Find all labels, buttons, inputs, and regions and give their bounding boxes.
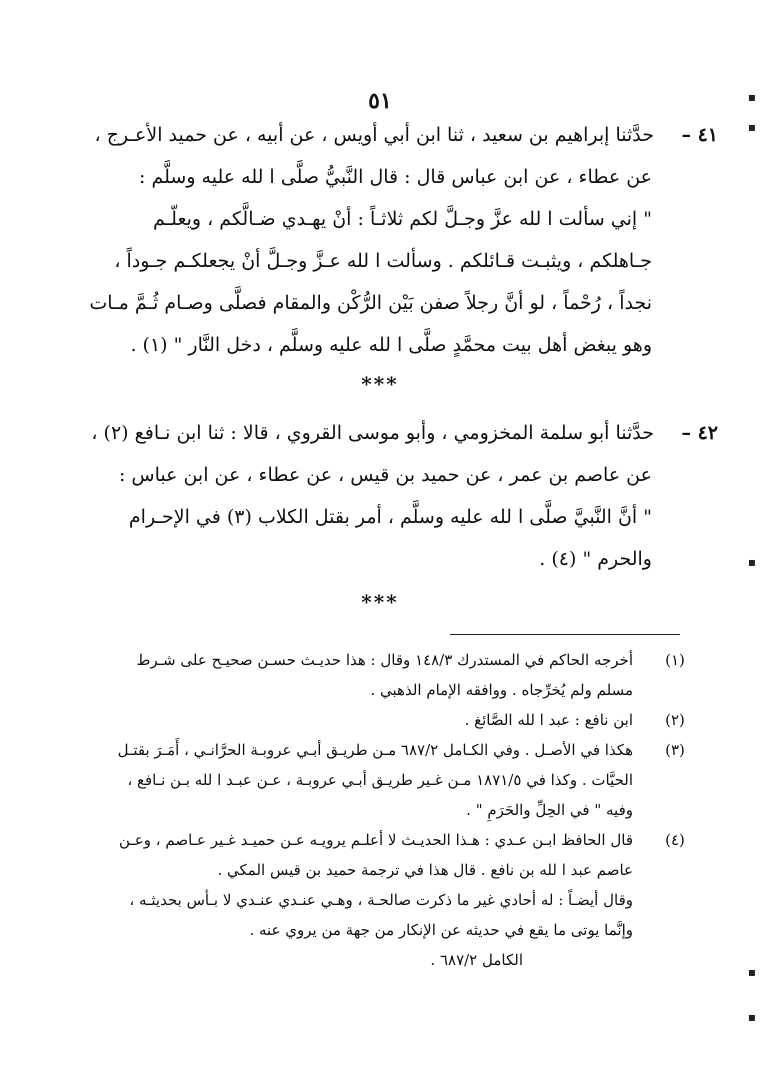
hadith-line: [70, 412, 718, 454]
hadith-text: حدَّثنا إبراهيم بن سعيد ، ثنا ابن أبي أويس ، عن أبيه ، عن حميد الأعـرج ،: [94, 124, 654, 146]
hadith-text: حدَّثنا أبو سلمة المخزومي ، وأبو موسى القروي ، قالا : ثنا ابن نـافع (٢) ،: [91, 422, 654, 444]
hadith-line: " إني سألت ا لله عزَّ وجـلَّ لكم ثلاثـاً : أنْ يهـدي ضـالَّكم ، ويعلّـم: [152, 208, 652, 230]
hadith-42: [70, 412, 718, 580]
hadith-line: " أنَّ النَّبيَّ صلَّى ا لله عليه وسلَّم ، أمر بقتل الكلاب (٣) في الإحـرام: [128, 506, 652, 528]
hadith-line: عن عطاء ، عن ابن عباس قال : قال النَّبيُّ صلَّى ا لله عليه وسلَّم :: [139, 166, 652, 188]
footnote-line: وفيه " في الحِلِّ والحَرَمِ " .: [466, 801, 633, 819]
hadith-line: عن عاصم بن عمر ، عن حميد بن قيس ، عن عطاء ، عن ابن عباس :: [118, 464, 652, 486]
section-separator: ***: [361, 372, 399, 396]
hadith-line: نجداً ، رُحْماً ، لو أنَّ رجلاً صفن بَيْن الرُّكْن والمقام فصلَّى وصـام ثُـمَّ مـات: [89, 292, 652, 314]
scan-edge-mark: ▪: [747, 555, 756, 569]
hadith-line: جـاهلكم ، ويثبـت قـائلكم . وسألت ا لله عـزَّ وجـلَّ أنْ يجعلكـم جـوداً ،: [114, 250, 652, 272]
section-separator: ***: [361, 590, 399, 614]
hadith-number: ٤١ –: [681, 124, 718, 146]
footnote-line: عاصم عبد ا لله بن نافع . قال هذا في ترجمة حميد بن قيس المكي .: [217, 861, 633, 879]
footnote-2: [70, 705, 695, 735]
hadith-line: وهو يبغض أهل بيت محمَّدٍ صلَّى ا لله عليه وسلَّم ، دخل النَّار " (١) .: [130, 334, 652, 356]
footnote-label: (١): [665, 651, 685, 669]
footnotes: [70, 645, 695, 975]
footnote-line: الحيَّات . وكذا في ١٨٧١/٥ مـن غـير طريـق أبـي عروبـة ، عـن عبـد ا لله بـن نـافع ،: [127, 771, 633, 789]
footnote-source: الكامل ٦٨٧/٢ .: [430, 951, 523, 969]
footnote-3: [70, 735, 695, 825]
scan-edge-mark: ▪: [747, 90, 756, 104]
footnote-label: (٣): [665, 741, 685, 759]
footnote-line: أخرجه الحاكم في المستدرك ١٤٨/٣ وقال : هذا حديـث حسـن صحيـح على شـرط: [136, 651, 633, 669]
footnote-4: [70, 825, 695, 975]
hadith-number: ٤٢ –: [681, 422, 718, 444]
hadith-line: والحرم " (٤) .: [539, 548, 652, 570]
footnote-label: (٤): [665, 831, 685, 849]
footnote-line: هكذا في الأصـل . وفي الكـامل ٦٨٧/٢ مـن طريـق أبـي عروبـة الحرَّانـي ، أَمَـرَ بقتـل: [117, 741, 633, 759]
page-number: ٥١: [368, 88, 392, 114]
scan-edge-mark: ▪: [747, 965, 756, 979]
footnote-line: وقال أيضـاً : له أحادي غير ما ذكرت صالحـة ، وهـي عنـدي عنـدي لا بـأس بحديثـه ،: [129, 891, 633, 909]
footnote-line: مسلم ولم يُخرِّجاه . ووافقه الإمام الذهبي .: [370, 681, 633, 699]
footnote-1: [70, 645, 695, 705]
hadith-41: [70, 114, 718, 366]
scan-edge-mark: ▪: [747, 120, 756, 134]
footnote-divider: [450, 634, 680, 635]
scan-edge-mark: ▪: [747, 1010, 756, 1024]
footnote-line: ابن نافع : عبد ا لله الصَّائغ .: [464, 711, 633, 729]
hadith-line: [70, 114, 718, 156]
footnote-line: وإنَّما يوتى ما يقع في حديثه عن الإنكار من جهة من يروي عنه .: [249, 921, 633, 939]
footnote-line: قال الحافظ ابـن عـدي : هـذا الحديـث لا أعلـم يرويـه عـن حميـد غـير عـاصم ، وعـن: [118, 831, 633, 849]
footnote-label: (٢): [665, 711, 685, 729]
